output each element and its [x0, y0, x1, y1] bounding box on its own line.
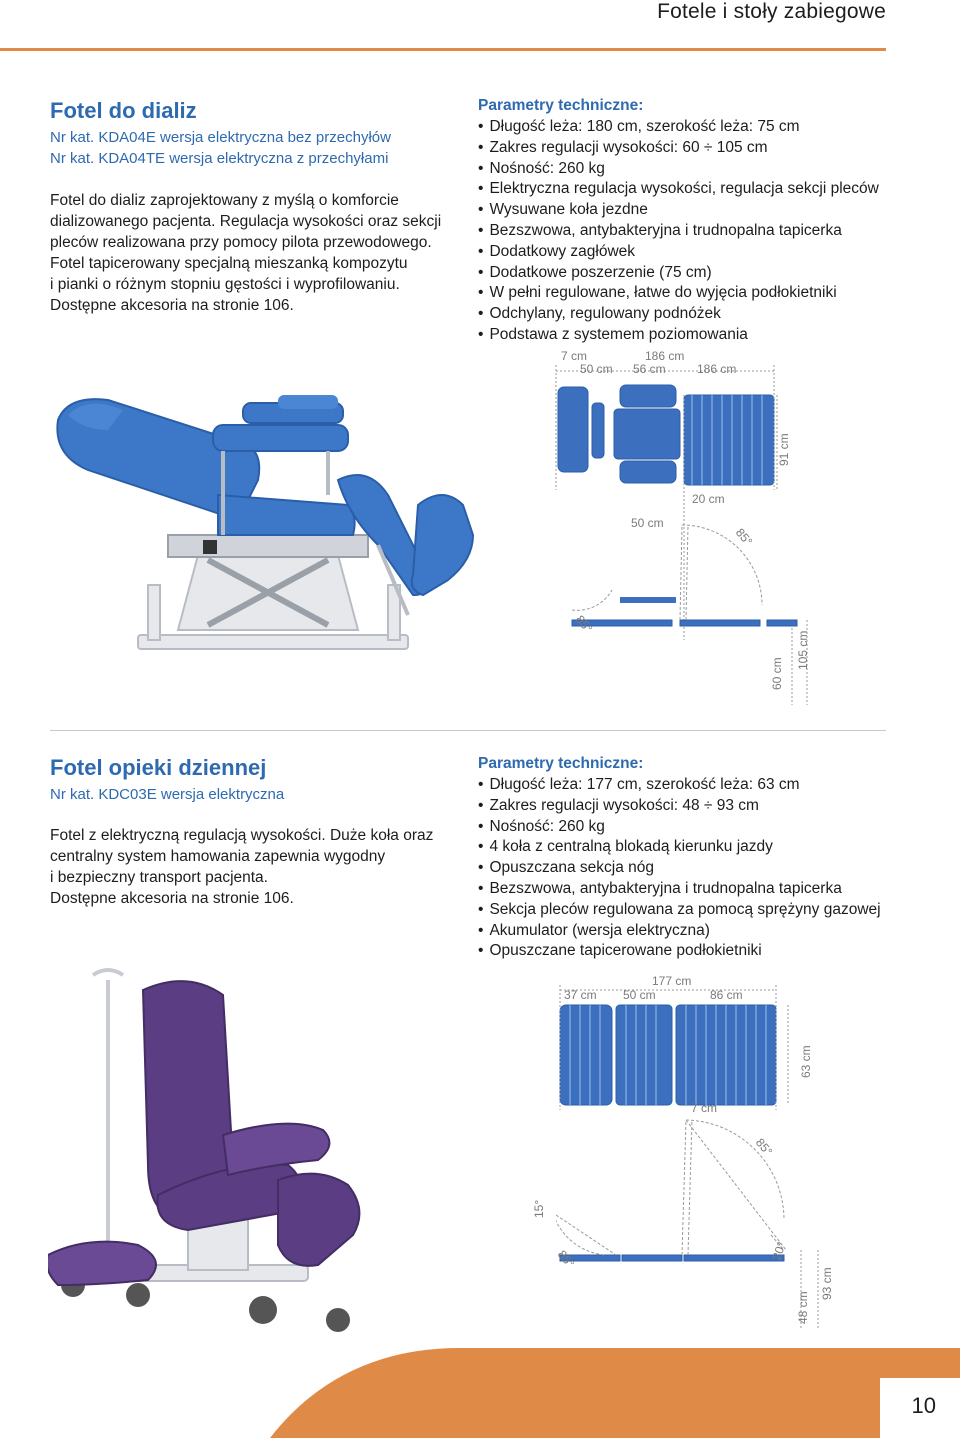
param-item: • Bezszwowa, antybakteryjna i trudnopalna tapicerka: [478, 221, 879, 242]
page-number: 10: [911, 1393, 936, 1418]
dim-label: 186 cm: [697, 362, 737, 376]
section2-title: Fotel opieki dziennej: [50, 755, 267, 780]
param-item: • Opuszczane tapicerowane podłokietniki: [478, 941, 881, 962]
dim-label: 7 cm: [561, 349, 588, 363]
dim-label: 105 cm: [796, 630, 810, 670]
section-divider: [50, 730, 886, 731]
desc-line: dializowanego pacjenta. Regulacja wysokości oraz sekcji: [50, 213, 442, 230]
param-item: • Zakres regulacji wysokości: 60 ÷ 105 cm: [478, 138, 879, 159]
section1-title: Fotel do dializ: [50, 98, 197, 123]
dim-label: 50 cm: [580, 362, 613, 376]
dim-label: 20°: [769, 1240, 789, 1262]
dim-label: 37 cm: [564, 988, 597, 1002]
param-item: • Dodatkowe poszerzenie (75 cm): [478, 263, 879, 284]
dim-label: 7 cm: [691, 1101, 718, 1115]
dim-label: 91 cm: [777, 433, 791, 466]
param-item: • Elektryczna regulacja wysokości, regulacja sekcji pleców: [478, 179, 879, 200]
header-title: Fotele i stoły zabiegowe: [657, 0, 886, 23]
dim-label: 60 cm: [770, 657, 784, 690]
dim-label: 177 cm: [652, 974, 692, 988]
desc-line: Fotel z elektryczną regulacją wysokości. Duże koła oraz: [50, 827, 434, 844]
dialysis-chair-photo: [48, 385, 478, 675]
param-item: • Nośność: 260 kg: [478, 159, 879, 180]
params-title: Parametry techniczne:: [478, 755, 644, 772]
param-item: • W pełni regulowane, łatwe do wyjęcia podłokietniki: [478, 283, 879, 304]
param-item: • Odchylany, regulowany podnóżek: [478, 304, 879, 325]
dim-label: 85°: [572, 612, 596, 636]
dim-label: 50 cm: [631, 516, 664, 530]
section2-description: [50, 825, 433, 909]
daycare-chair-diagram: [556, 980, 826, 1340]
dim-label: 50 cm: [623, 988, 656, 1002]
section2-cat-line: Nr kat. KDC03E wersja elektryczna: [50, 786, 285, 803]
dim-label: 186 cm: [645, 349, 685, 363]
dim-label: 15°: [532, 1199, 546, 1218]
param-item: • 4 koła z centralną blokadą kierunku jazdy: [478, 837, 881, 858]
param-item: • Dodatkowy zagłówek: [478, 242, 879, 263]
param-item: • Długość leża: 180 cm, szerokość leża: 75 cm: [478, 117, 879, 138]
params-title: Parametry techniczne:: [478, 97, 644, 114]
dim-label: 86 cm: [710, 988, 743, 1002]
desc-line: i bezpieczny transport pacjenta.: [50, 869, 268, 886]
header-rule: [0, 48, 886, 51]
param-item: • Opuszczana sekcja nóg: [478, 858, 881, 879]
param-item: • Podstawa z systemem poziomowania: [478, 325, 879, 346]
desc-line: centralny system hamowania zapewnia wygodny: [50, 848, 386, 865]
footer-orange-shape: [0, 1348, 960, 1438]
param-item: • Nośność: 260 kg: [478, 817, 881, 838]
dim-label: 85°: [554, 1247, 578, 1271]
dim-label: 20 cm: [692, 492, 725, 506]
desc-line: Dostępne akcesoria na stronie 106.: [50, 890, 294, 907]
param-item: • Długość leża: 177 cm, szerokość leża: 63 cm: [478, 775, 881, 796]
section1-cat-line: Nr kat. KDA04E wersja elektryczna bez przechyłów: [50, 129, 391, 146]
dim-label: 93 cm: [820, 1267, 834, 1300]
desc-line: i pianki o różnym stopniu gęstości i wyprofilowaniu.: [50, 276, 400, 293]
dim-label: 48 cm: [796, 1291, 810, 1324]
dim-label: 63 cm: [799, 1045, 813, 1078]
param-item: • Wysuwane koła jezdne: [478, 200, 879, 221]
section1-params: [478, 97, 879, 346]
param-item: • Sekcja pleców regulowana za pomocą sprężyny gazowej: [478, 900, 881, 921]
daycare-chair-photo: [48, 965, 378, 1345]
param-item: • Zakres regulacji wysokości: 48 ÷ 93 cm: [478, 796, 881, 817]
dim-label: 85°: [752, 1135, 776, 1159]
section1-cat-list: [50, 127, 391, 169]
desc-line: pleców realizowana przy pomocy pilota przewodowego.: [50, 234, 432, 251]
param-item: • Bezszwowa, antybakteryjna i trudnopalna tapicerka: [478, 879, 881, 900]
section2-params: [478, 755, 881, 962]
desc-line: Fotel do dializ zaprojektowany z myślą o komforcie: [50, 192, 399, 209]
dim-label: 85°: [732, 525, 756, 549]
section1-description: [50, 190, 441, 316]
param-item: • Akumulator (wersja elektryczna): [478, 921, 881, 942]
desc-line: Dostępne akcesoria na stronie 106.: [50, 297, 294, 314]
section1-cat-line: Nr kat. KDA04TE wersja elektryczna z przechyłami: [50, 150, 389, 167]
dim-label: 56 cm: [633, 362, 666, 376]
desc-line: Fotel tapicerowany specjalną mieszanką kompozytu: [50, 255, 408, 272]
